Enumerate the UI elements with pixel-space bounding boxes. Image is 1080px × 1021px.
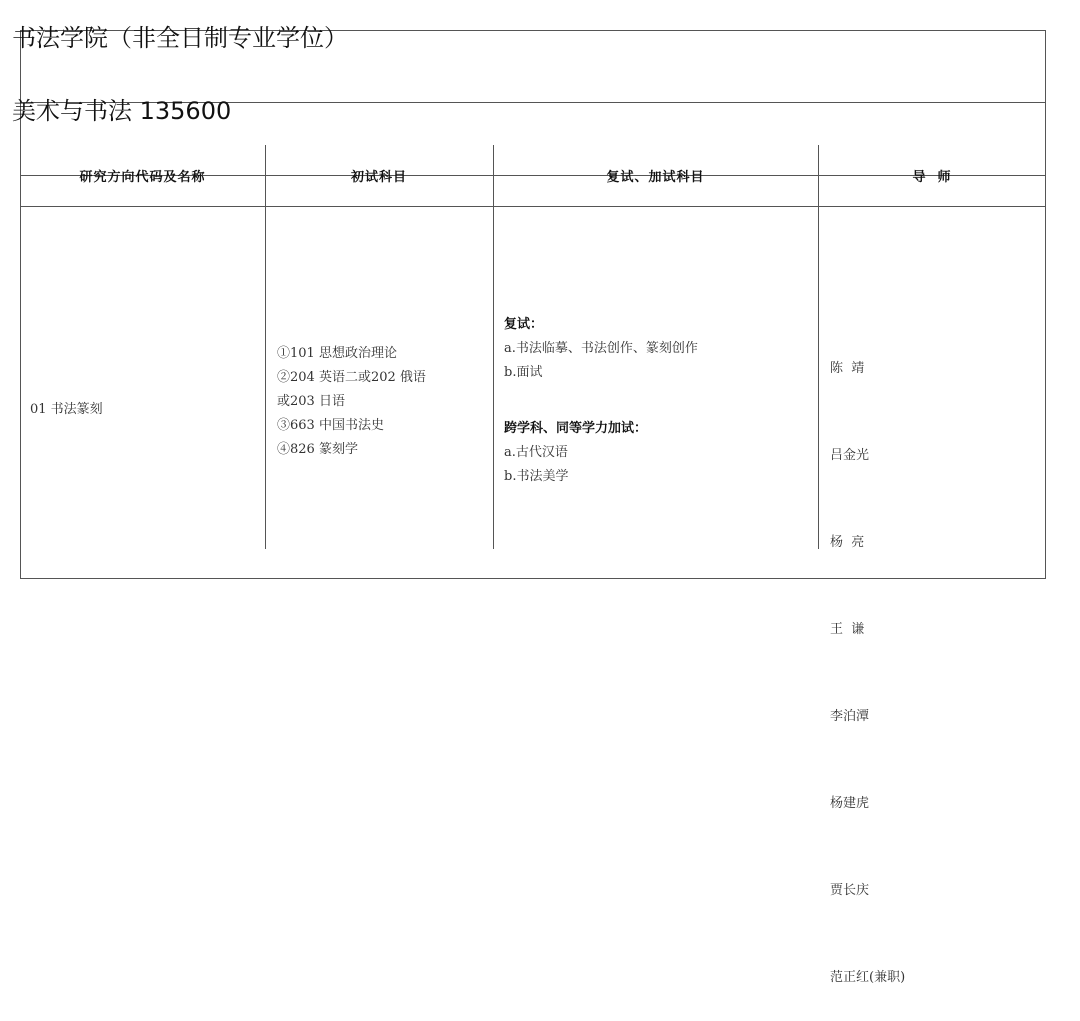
major-title: 美术与书法 135600	[12, 97, 232, 125]
advisor-name: 王 谦	[830, 622, 865, 637]
retest-item: b.面试	[504, 365, 543, 380]
advisor-name: 杨建虎	[830, 796, 870, 811]
column-divider	[493, 145, 494, 549]
advisor-name: 范正红(兼职)	[830, 970, 906, 985]
college-title: 书法学院（非全日制专业学位）	[12, 24, 348, 52]
exam-subject: ③663 中国书法史	[277, 418, 384, 433]
extra-test-item: a.古代汉语	[504, 445, 568, 460]
direction-cell: 01 书法篆刻	[30, 402, 103, 417]
advisor-name: 吕金光	[830, 448, 870, 463]
retest-heading: 复试：	[504, 317, 544, 332]
column-divider	[265, 145, 266, 549]
extra-test-heading: 跨学科、同等学力加试：	[504, 421, 648, 436]
header-direction: 研究方向代码及名称	[20, 145, 265, 207]
advisors-cell	[830, 296, 905, 1021]
header-advisor: 导 师	[818, 145, 1046, 207]
advisor-name: 陈 靖	[830, 361, 865, 376]
retest-cell	[504, 313, 698, 489]
exam-subject: 或203 日语	[277, 394, 345, 409]
exam-subject: ④826 篆刻学	[277, 442, 358, 457]
exam-subjects-cell	[277, 342, 426, 462]
exam-subject: ②204 英语二或202 俄语	[277, 370, 426, 385]
spacer	[504, 385, 698, 417]
advisor-name: 李泊潭	[830, 709, 870, 724]
header-retest: 复试、加试科目	[493, 145, 818, 207]
retest-item: a.书法临摹、书法创作、篆刻创作	[504, 341, 698, 356]
advisor-name: 杨 亮	[830, 535, 865, 550]
column-divider	[818, 145, 819, 549]
extra-test-item: b.书法美学	[504, 469, 569, 484]
exam-subject: ①101 思想政治理论	[277, 346, 397, 361]
advisor-name: 贾长庆	[830, 883, 870, 898]
header-exam: 初试科目	[265, 145, 493, 207]
